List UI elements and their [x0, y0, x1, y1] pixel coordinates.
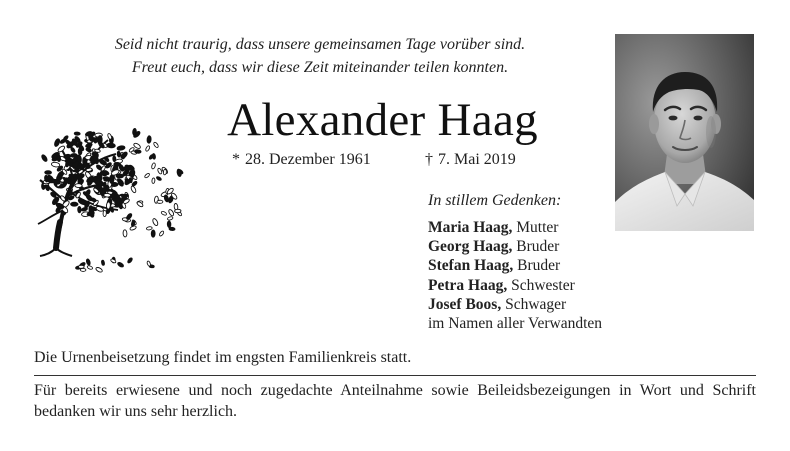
memorial-heading: In stillem Gedenken: — [428, 192, 562, 209]
mourner-relation: Schwager — [505, 295, 567, 313]
poem-line-1: Seid nicht traurig, dass unsere gemeinsamen Tage vorüber sind. — [114, 36, 526, 53]
death-date: 7. Mai 2019 — [438, 151, 516, 168]
mourner-item — [428, 218, 602, 237]
mourner-relation: Bruder — [516, 238, 560, 256]
mourner-item — [428, 295, 602, 314]
mourner-name: Stefan Haag, — [428, 257, 514, 275]
relatives-line: im Namen aller Verwandten — [428, 315, 603, 333]
thanks-text: Für bereits erwiesene und noch zugedachte Anteilnahme sowie Beileidsbezeigungen in Wort und Schrift bedanken wir uns sehr herzlich. — [34, 382, 756, 420]
urn-burial-note: Die Urnenbeisetzung findet im engsten Familienkreis statt. — [34, 349, 412, 366]
birth-date: 28. Dezember 1961 — [245, 151, 371, 168]
mourner-list — [428, 218, 602, 333]
portrait-photo — [615, 34, 754, 231]
deceased-name: Alexander Haag — [227, 94, 538, 146]
mourner-relation: Bruder — [517, 257, 561, 275]
mourner-name: Petra Haag, — [428, 276, 508, 294]
death-date-line — [425, 150, 516, 170]
mourner-item — [428, 276, 602, 295]
mourner-relation: Mutter — [516, 219, 559, 236]
mourner-item — [428, 237, 602, 256]
birth-date-line — [232, 150, 371, 170]
mourner-item — [428, 256, 602, 275]
poem-line-2: Freut euch, dass wir diese Zeit miteinander teilen konnten. — [131, 59, 509, 76]
mourner-name: Josef Boos, — [428, 295, 502, 313]
windblown-tree-icon — [26, 110, 186, 280]
mourner-relation: Schwester — [511, 276, 575, 294]
mourner-name: Georg Haag, — [428, 238, 513, 256]
divider — [34, 375, 756, 376]
birth-symbol: * — [232, 151, 240, 168]
mourner-name: Maria Haag, — [428, 219, 513, 236]
death-symbol: † — [425, 151, 433, 168]
